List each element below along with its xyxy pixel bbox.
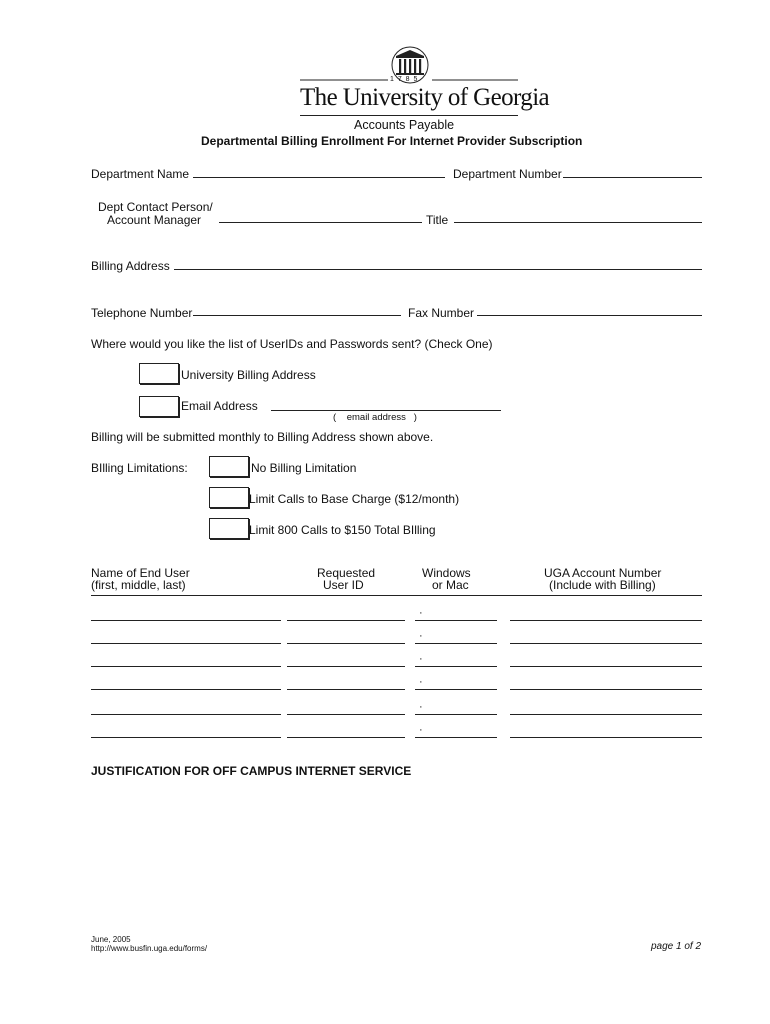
col-end-user-header-line2: (first, middle, last) [91,578,186,592]
contact-label-line1: Dept Contact Person/ [98,200,213,214]
end-user-name-field[interactable] [91,737,281,738]
row-marker-dot: · [419,701,423,713]
no-billing-limitation-label: No Billing Limitation [251,461,357,475]
founding-year: 1 7 8 5 [390,76,419,83]
platform-field[interactable] [415,643,497,644]
limit-800-calls-checkbox[interactable] [209,518,249,539]
fax-number-field[interactable] [477,315,702,316]
limit-800-calls-label: Limit 800 Calls to $150 Total BIlling [249,523,436,537]
email-address-hint: ( email address ) [333,412,417,423]
billing-address-field[interactable] [174,269,702,270]
department-number-label: Department Number [453,167,562,181]
account-number-field[interactable] [510,714,702,715]
user-id-field[interactable] [287,620,405,621]
col-platform-header-line2: or Mac [432,578,469,592]
user-id-field[interactable] [287,689,405,690]
justification-heading: JUSTIFICATION FOR OFF CAMPUS INTERNET SERVICE [91,764,412,778]
telephone-number-label: Telephone Number [91,306,193,320]
end-user-name-field[interactable] [91,714,281,715]
platform-field[interactable] [415,714,497,715]
user-id-field[interactable] [287,643,405,644]
table-header-rule [91,595,702,596]
user-id-field[interactable] [287,666,405,667]
department-number-field[interactable] [563,177,702,178]
email-address-checkbox[interactable] [139,396,179,417]
row-marker-dot: · [419,724,423,736]
contact-label-line2: Account Manager [107,213,202,227]
user-id-field[interactable] [287,737,405,738]
row-marker-dot: · [419,653,423,665]
col-platform-header-line1: Windows [422,566,471,580]
limit-base-charge-label: Limit Calls to Base Charge ($12/month) [249,492,460,506]
university-billing-address-checkbox[interactable] [139,363,179,384]
contact-person-field[interactable] [219,222,422,223]
header-rule [300,115,518,116]
page-number: page 1 of 2 [651,941,702,952]
col-end-user-header-line1: Name of End User [91,566,190,580]
end-user-name-field[interactable] [91,666,281,667]
platform-field[interactable] [415,689,497,690]
account-number-field[interactable] [510,737,702,738]
end-user-name-field[interactable] [91,643,281,644]
limit-base-charge-checkbox[interactable] [209,487,249,508]
col-user-id-header-line1: Requested [317,566,376,580]
row-marker-dot: · [419,630,423,642]
billing-address-label: Billing Address [91,259,170,273]
user-id-field[interactable] [287,714,405,715]
department-heading: Accounts Payable [354,118,455,132]
university-name: The University of Georgia [300,84,550,111]
end-user-name-field[interactable] [91,689,281,690]
platform-field[interactable] [415,620,497,621]
account-number-field[interactable] [510,620,702,621]
account-number-field[interactable] [510,689,702,690]
form-title: Departmental Billing Enrollment For Internet Provider Subscription [201,134,583,148]
footer-url: http://www.busfin.uga.edu/forms/ [91,944,208,953]
title-field[interactable] [454,222,702,223]
telephone-number-field[interactable] [193,315,401,316]
col-user-id-header-line2: User ID [323,578,364,592]
row-marker-dot: · [419,607,423,619]
row-marker-dot: · [419,676,423,688]
end-user-name-field[interactable] [91,620,281,621]
col-account-header-line1: UGA Account Number [544,566,662,580]
university-billing-address-label: University Billing Address [181,368,316,382]
account-number-field[interactable] [510,666,702,667]
platform-field[interactable] [415,737,497,738]
no-billing-limitation-checkbox[interactable] [209,456,249,477]
col-account-header-line2: (Include with Billing) [549,578,656,592]
footer-date: June, 2005 [91,935,131,944]
fax-number-label: Fax Number [408,306,475,320]
delivery-question: Where would you like the list of UserIDs and Passwords sent? (Check One) [91,337,493,351]
department-name-label: Department Name [91,167,190,181]
department-name-field[interactable] [193,177,445,178]
platform-field[interactable] [415,666,497,667]
title-label: Title [426,213,449,227]
billing-note: Billing will be submitted monthly to Billing Address shown above. [91,430,434,444]
account-number-field[interactable] [510,643,702,644]
billing-limitations-label: BIlling Limitations: [91,461,188,475]
email-address-label: Email Address [181,399,258,413]
